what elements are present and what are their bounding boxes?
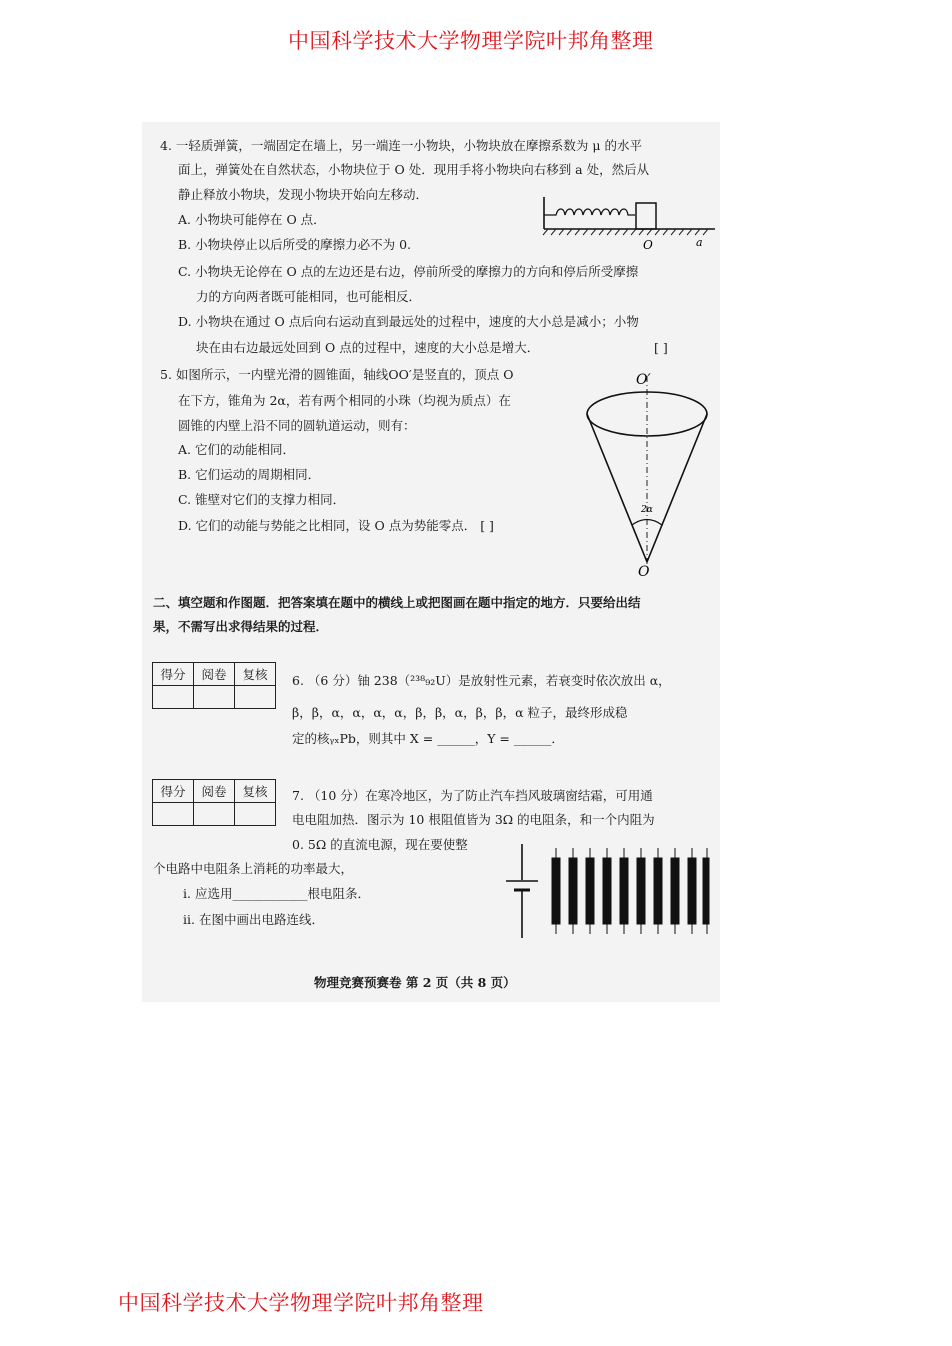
q5-option-b: B. 它们运动的周期相同．: [178, 467, 321, 482]
review-header: 阅卷: [194, 780, 235, 803]
q4-option-c-line-2: 力的方向两者既可能相同，也可能相反．: [196, 289, 422, 304]
q6-line-2: β，β，α，α，α，α，β，β，α，β，β，α 粒子，最终形成稳: [292, 705, 628, 720]
q4-line-3: 静止释放小物块，发现小物块开始向左移动．: [178, 187, 429, 202]
q6-line-1: 6. （6 分）铀 238（²³⁸₉₂U）是放射性元素，若衰变时依次放出 α，: [292, 673, 671, 688]
q4-option-b: B. 小物块停止以后所受的摩擦力必不为 0.: [178, 237, 412, 252]
q4-answer-bracket: [ ]: [654, 340, 668, 355]
review-cell: [194, 803, 235, 826]
block: [636, 203, 656, 229]
check-cell: [235, 686, 276, 709]
section2-line-2: 果，不需写出求得结果的过程．: [153, 619, 329, 634]
label-o-vertex: O: [638, 564, 650, 580]
score-cell: [153, 803, 194, 826]
check-header: 复核: [235, 780, 276, 803]
circuit-figure: [500, 840, 710, 944]
page-footer: 物理竞赛预赛卷 第 2 页（共 8 页）: [314, 975, 516, 990]
spring: [544, 209, 635, 215]
score-header: 得分: [153, 780, 194, 803]
q6-score-table: [152, 662, 276, 709]
q4-option-d-line-1: D. 小物块在通过 O 点后向右运动直到最远处的过程中，速度的大小总是减小；小物: [178, 314, 639, 329]
q5-option-c: C. 锥壁对它们的支撑力相同．: [178, 492, 346, 507]
q4-line-2: 面上，弹簧处在自然状态，小物块位于 O 处．现用手将小物块向右移到 a 处，然后从: [178, 162, 650, 177]
check-cell: [235, 803, 276, 826]
q7-line-4: 个电路中电阻条上消耗的功率最大，: [153, 861, 354, 876]
label-angle: 2α: [641, 505, 653, 515]
q7-item-ii: ii. 在图中画出电路连线．: [183, 912, 324, 927]
q5-line-1: 5. 如图所示，一内壁光滑的圆锥面，轴线OO′是竖直的，顶点 O: [160, 367, 514, 382]
review-header: 阅卷: [194, 663, 235, 686]
label-o-prime: O′: [636, 372, 651, 388]
header-watermark-top: 中国科学技术大学物理学院叶邦角整理: [288, 29, 654, 53]
q7-item-i: i. 应选用____________根电阻条．: [183, 886, 370, 901]
spring-block-figure: [540, 193, 720, 253]
header-watermark-bottom: 中国科学技术大学物理学院叶邦角整理: [118, 1291, 484, 1315]
check-header: 复核: [235, 663, 276, 686]
q5-line-2: 在下方，锥角为 2α，若有两个相同的小珠（均视为质点）在: [178, 393, 511, 408]
battery: [506, 844, 538, 938]
label-o: O: [643, 238, 653, 252]
cone-figure: [580, 368, 720, 580]
q5-option-d: D. 它们的动能与势能之比相同，设 O 点为势能零点． [ ]: [178, 518, 494, 533]
score-cell: [153, 686, 194, 709]
q4-option-a: A. 小物块可能停在 O 点．: [178, 212, 326, 227]
review-cell: [194, 686, 235, 709]
q4-option-c-line-1: C. 小物块无论停在 O 点的左边还是右边，停前所受的摩擦力的方向和停后所受摩擦: [178, 264, 639, 279]
q6-line-3: 定的核ᵧₓPb，则其中 X = ______，Y = ______．: [292, 731, 564, 746]
q4-option-d-line-2: 块在由右边最远处回到 O 点的过程中，速度的大小总是增大．: [196, 340, 540, 355]
score-header: 得分: [153, 663, 194, 686]
q5-option-a: A. 它们的动能相同．: [178, 442, 295, 457]
label-a: a: [696, 236, 703, 249]
q7-line-1: 7. （10 分）在寒冷地区，为了防止汽车挡风玻璃窗结霜，可用通: [292, 788, 653, 803]
section2-line-1: 二、填空题和作图题．把答案填在题中的横线上或把图画在题中指定的地方．只要给出结: [153, 595, 641, 610]
q4-line-1: 4. 一轻质弹簧，一端固定在墙上，另一端连一小物块，小物块放在摩擦系数为 μ 的水平: [160, 138, 642, 153]
q7-line-2: 电电阻加热．图示为 10 根阻值皆为 3Ω 的电阻条，和一个内阻为: [292, 812, 655, 827]
q7-line-3: 0. 5Ω 的直流电源，现在要使整: [292, 837, 468, 852]
q7-score-table: [152, 779, 276, 826]
q5-line-3: 圆锥的内壁上沿不同的圆轨道运动，则有：: [178, 418, 416, 433]
resistor-strips: [552, 848, 709, 934]
